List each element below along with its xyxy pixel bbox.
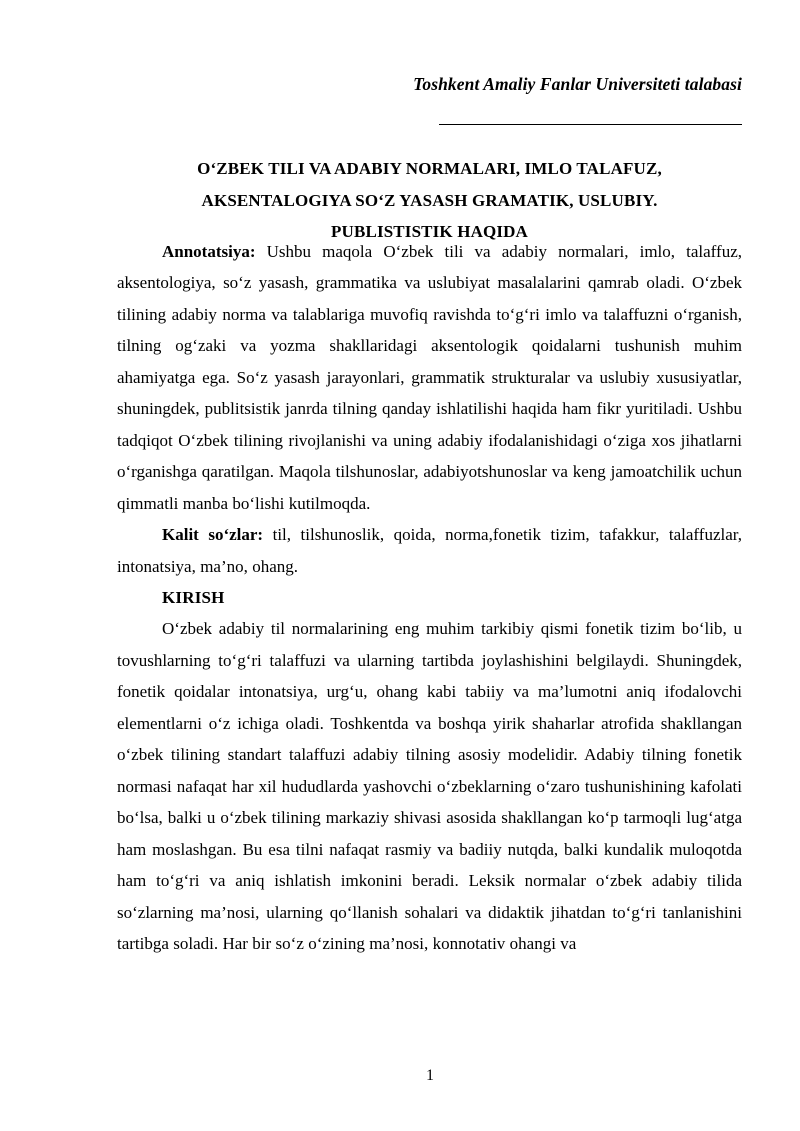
keywords-text: til, tilshunoslik, qoida, norma,fonetik tizim, tafakkur, talaffuzlar, intonatsiya, ma’no, ohang. <box>117 525 742 576</box>
page-title-line-2: AKSENTALOGIYA SO‘Z YASASH GRAMATIK, USLUBIY. <box>201 190 658 210</box>
page-title-line-1: O‘ZBEK TILI VA ADABIY NORMALARI, IMLO TALAFUZ, <box>197 159 662 179</box>
running-header <box>117 72 742 96</box>
abstract-text: Ushbu maqola O‘zbek tili va adabiy normalari, imlo, talaffuz, aksentologiya, so‘z yasash, grammatika va uslubiyat masalalarini qamrab oladi. O‘zbek tilining adabiy norma va talablariga muvofiq ravishda to‘g‘ri imlo va talaffuzni o‘rganish, tilning og‘zaki va yozma shakllaridagi aksentologik qoidalarni tushunish muhim ahamiyatga ega. So‘z yasash jarayonlari, grammatik strukturalar va uslubiy xususiyatlar, shuningdek, publitsistik janrda tilning qanday ishlatilishi haqida ham fikr yuritiladi. Ushbu tadqiqot O‘zbek tilining rivojlanishi va uning adabiy ifodalanishidagi o‘ziga xos jihatlarni o‘rganishga qaratilgan. Maqola tilshunoslar, adabiyotshunoslar va keng jamoatchilik uchun qimmatli manba bo‘lishi kutilmoqda. <box>117 242 742 513</box>
header-divider-rule <box>439 124 742 125</box>
abstract-label: Annotatsiya: <box>162 242 256 261</box>
abstract-paragraph <box>117 236 742 519</box>
header-affiliation: Toshkent Amaliy Fanlar Universiteti talabasi <box>413 74 742 94</box>
keywords-paragraph <box>117 519 742 582</box>
introduction-paragraph: O‘zbek adabiy til normalarining eng muhim tarkibiy qismi fonetik tizim bo‘lib, u tovushlarning to‘g‘ri talaffuzi va ularning tartibda joylashishini belgilaydi. Shuningdek, fonetik qoidalar intonatsiya, urg‘u, ohang kabi tabiiy va ma’lumotni aniq ifodalovchi elementlarni o‘z ichiga oladi. Toshkentda va boshqa yirik shaharlar atrofida shakllangan o‘zbek tilining standart talaffuzi adabiy tilning asosiy modelidir. Adabiy tilning fonetik normasi nafaqat har xil hududlarda yashovchi o‘zbeklarning o‘zaro tushunishining kafolati bo‘lsa, balki u o‘zbek tilining markaziy shivasi asosida shakllangan ko‘p tarmoqli lug‘atga ham moslashgan. Bu esa tilni nafaqat rasmiy va badiiy nutqda, balki kundalik muloqotda ham to‘g‘ri va aniq ishlatish imkonini beradi. Leksik normalar o‘zbek adabiy tilida so‘zlarning ma’nosi, ularning qo‘llanish sohalari va didaktik jihatdan to‘g‘ri tanlanishini tartibga soladi. Har bir so‘z o‘zining ma’nosi, konnotativ ohangi va <box>117 619 742 953</box>
document-body <box>117 236 742 959</box>
page-number: 1 <box>426 1067 434 1084</box>
page-title-line-3: PUBLISTISTIK HAQIDA <box>331 222 528 242</box>
page-title <box>117 153 742 247</box>
keywords-label: Kalit so‘zlar: <box>162 525 264 545</box>
section-heading-kirish: KIRISH <box>162 587 225 607</box>
